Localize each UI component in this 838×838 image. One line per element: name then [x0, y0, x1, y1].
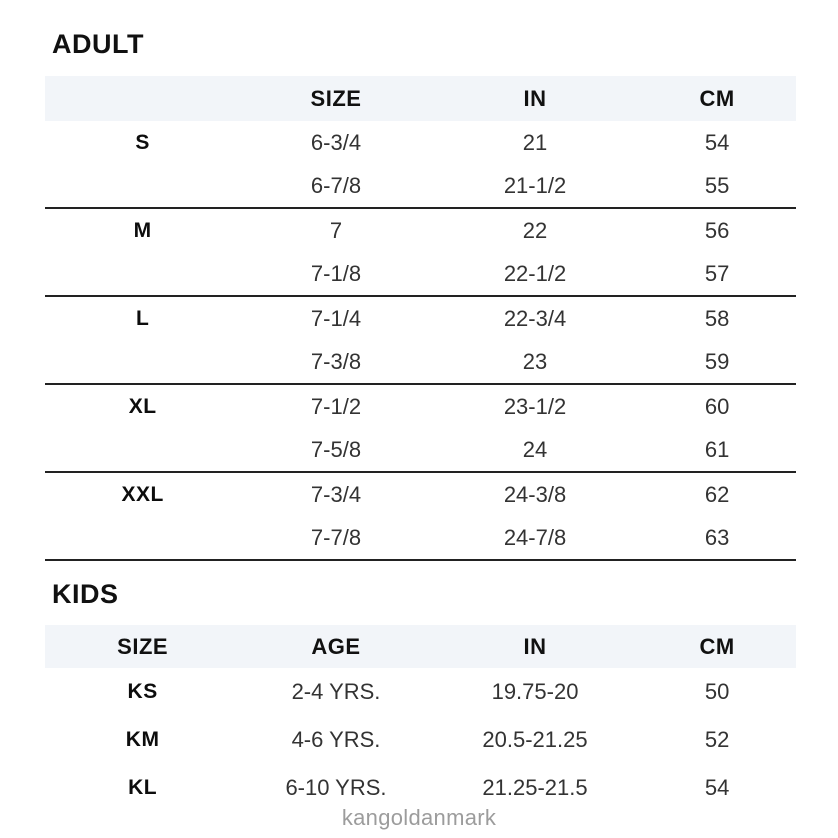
kids-section-title: KIDS	[52, 579, 119, 609]
size-value: 7-1/8	[310, 260, 362, 286]
table-row	[45, 209, 796, 252]
size-label: KL	[128, 776, 158, 799]
kids-size-table	[45, 625, 796, 812]
inches-value: 21.25-21.5	[482, 775, 588, 800]
table-row	[45, 297, 796, 340]
age-value: 2-4 YRS.	[291, 679, 381, 704]
cm-value: 60	[704, 393, 730, 419]
kids-header-cm: CM	[699, 633, 735, 659]
cm-value: 59	[704, 348, 730, 374]
size-value: 7-1/4	[310, 305, 362, 331]
size-value: 7	[329, 217, 343, 243]
table-row	[45, 473, 796, 516]
size-value: 7-3/4	[310, 481, 362, 507]
cm-value: 61	[704, 436, 730, 462]
adult-header-cm: CM	[699, 85, 735, 111]
cm-value: 54	[704, 129, 730, 155]
cm-value: 63	[704, 524, 730, 550]
adult-size-group-xl	[45, 385, 796, 473]
kids-section	[45, 580, 796, 812]
cm-value: 50	[704, 679, 730, 704]
table-row	[45, 668, 796, 716]
size-label: XXL	[121, 482, 164, 506]
adult-section-title: ADULT	[52, 29, 144, 59]
size-label: XL	[128, 394, 157, 418]
watermark-text: kangoldanmark	[341, 805, 497, 830]
inches-value: 22	[522, 217, 548, 243]
inches-value: 23-1/2	[503, 393, 567, 419]
table-row	[45, 121, 796, 164]
size-value: 7-7/8	[310, 524, 362, 550]
adult-size-group-xxl	[45, 473, 796, 561]
adult-header-size: SIZE	[310, 85, 362, 111]
inches-value: 24-3/8	[503, 481, 567, 507]
table-row	[45, 340, 796, 383]
cm-value: 55	[704, 172, 730, 198]
adult-header-in: IN	[523, 85, 547, 111]
inches-value: 24	[522, 436, 548, 462]
size-label: KS	[127, 680, 158, 703]
inches-value: 23	[522, 348, 548, 374]
inches-value: 24-7/8	[503, 524, 567, 550]
size-label: KM	[125, 728, 160, 751]
size-value: 6-3/4	[310, 129, 362, 155]
age-value: 6-10 YRS.	[285, 775, 387, 800]
cm-value: 54	[704, 775, 730, 800]
kids-header-in: IN	[523, 633, 547, 659]
inches-value: 21-1/2	[503, 172, 567, 198]
kids-table-header-row	[45, 625, 796, 668]
size-value: 6-7/8	[310, 172, 362, 198]
inches-value: 22-3/4	[503, 305, 567, 331]
cm-value: 56	[704, 217, 730, 243]
table-row	[45, 716, 796, 764]
inches-value: 21	[522, 129, 548, 155]
inches-value: 19.75-20	[491, 679, 579, 704]
size-value: 7-3/8	[310, 348, 362, 374]
table-row	[45, 385, 796, 428]
cm-value: 58	[704, 305, 730, 331]
adult-size-group-m	[45, 209, 796, 297]
adult-section	[45, 30, 796, 561]
inches-value: 22-1/2	[503, 260, 567, 286]
table-row	[45, 428, 796, 471]
age-value: 4-6 YRS.	[291, 727, 381, 752]
cm-value: 52	[704, 727, 730, 752]
cm-value: 62	[704, 481, 730, 507]
size-value: 7-5/8	[310, 436, 362, 462]
cm-value: 57	[704, 260, 730, 286]
adult-size-group-s	[45, 121, 796, 209]
kids-header-size: SIZE	[117, 633, 169, 659]
table-row	[45, 164, 796, 207]
inches-value: 20.5-21.25	[482, 727, 588, 752]
size-value: 7-1/2	[310, 393, 362, 419]
kids-header-age: AGE	[311, 633, 361, 659]
adult-table-header-row	[45, 76, 796, 121]
adult-size-table	[45, 76, 796, 561]
size-label: S	[135, 130, 150, 154]
size-label: L	[135, 306, 150, 330]
table-row	[45, 516, 796, 559]
table-row	[45, 252, 796, 295]
size-label: M	[133, 218, 152, 242]
adult-size-group-l	[45, 297, 796, 385]
